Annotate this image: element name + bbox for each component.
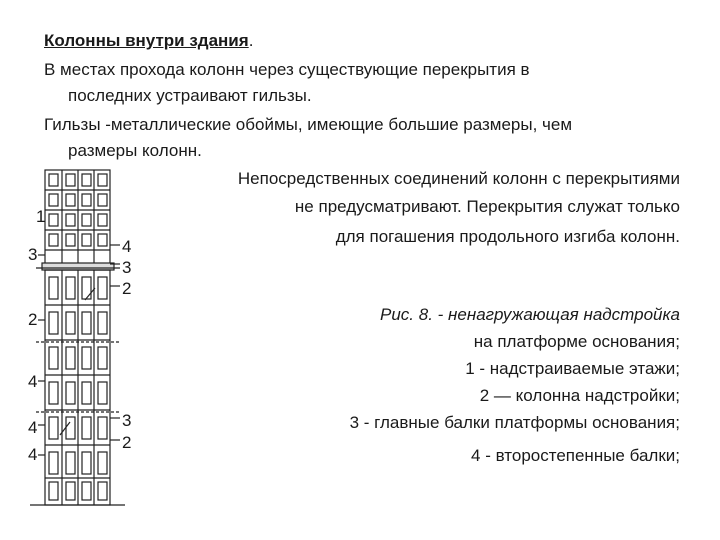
paragraph-3-line-1: Непосредственных соединений колонн с перекрытиями: [237, 169, 680, 188]
figure-label-2-right: 2: [122, 279, 132, 298]
caption-line-2: на платформе основания;: [473, 332, 680, 351]
figure-label-3-left: 3: [28, 245, 38, 264]
paragraph-1-line-2: последних устраивают гильзы.: [68, 86, 312, 105]
figure-label-4-left-a: 4: [28, 372, 38, 391]
caption-line-4: 2 — колонна надстройки;: [479, 386, 680, 405]
figure-label-4-left-c: 4: [28, 445, 38, 464]
caption-line-1: Рис. 8. - ненагружающая надстройка: [380, 305, 680, 324]
building-section-drawing: [0, 160, 140, 515]
paragraph-2-line-1: Гильзы -металлические обоймы, имеющие большие размеры, чем: [44, 115, 573, 134]
figure-label-4-right: 4: [122, 237, 132, 256]
caption-line-5: 3 - главные балки платформы основания;: [349, 413, 680, 432]
caption-line-6: 4 - второстепенные балки;: [471, 446, 680, 465]
paragraph-2-line-2: размеры колонн.: [68, 141, 202, 160]
figure-label-2-left: 2: [28, 310, 38, 329]
caption-line-3: 1 - надстраиваемые этажи;: [465, 359, 680, 378]
figure-label-1: 1: [36, 207, 46, 226]
slide-title: Колонны внутри здания.: [44, 31, 254, 50]
figure-label-3-right: 3: [122, 258, 132, 277]
figure-label-4-left-b: 4: [28, 418, 38, 437]
figure-label-2-right-bottom: 2: [122, 433, 132, 452]
paragraph-3-line-3: для погашения продольного изгиба колонн.: [335, 227, 680, 246]
figure-label-3-right-bottom: 3: [122, 411, 132, 430]
paragraph-1-line-1: В местах прохода колонн через существующие перекрытия в: [44, 60, 530, 79]
paragraph-3-line-2: не предусматривают. Перекрытия служат только: [294, 197, 680, 216]
